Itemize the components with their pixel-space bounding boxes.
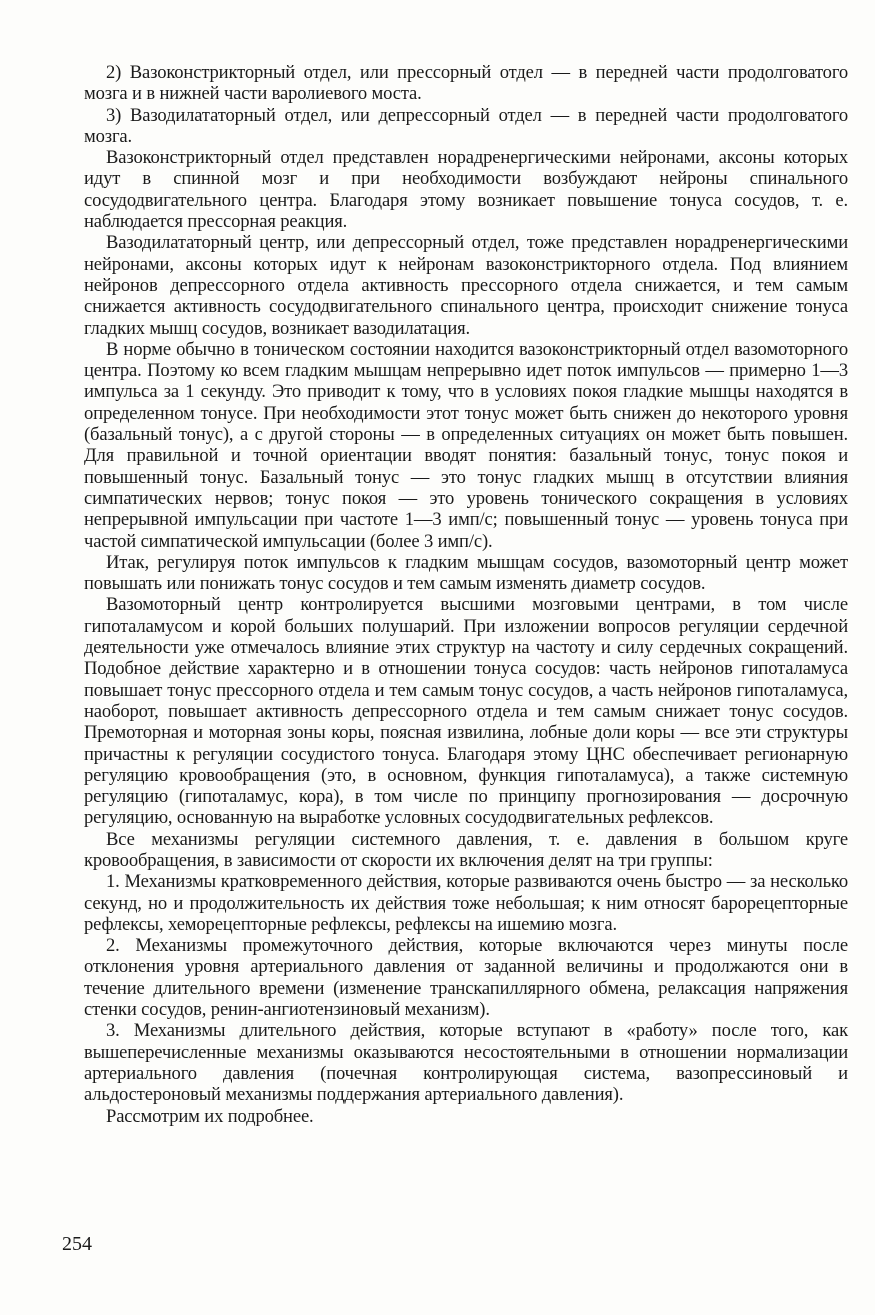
paragraph-depressor-section: 3) Вазодилататорный отдел, или депрессорный отдел — в передней части продолговатого мозга. xyxy=(84,104,848,147)
paragraph-higher-centers: Вазомоторный центр контролируется высшими мозговыми центрами, в том числе гипоталамусом и корой больших полушарий. При изложении вопросов регуляции сердечной деятельности уже отмечалось влияние этих структур на частоту и силу сердечных сокращений. Подобное действие характерно и в отношении тонуса сосудов: часть нейронов гипоталамуса повышает тонус прессорного отдела и тем самым тонус сосудов, а часть нейронов гипоталамуса, наоборот, повышает активность депрессорного отдела и тем самым снижает тонус сосудов. Премоторная и моторная зоны коры, поясная извилина, лобные доли коры — все эти структуры причастны к регуляции сосудистого тонуса. Благодаря этому ЦНС обеспечивает регионарную регуляцию кровообращения (это, в основном, функция гипоталамуса), а также системную регуляцию (гипоталамус, кора), в том числе по принципу прогнозирования — досрочную регуляцию, основанную на выработке условных сосудодвигательных рефлексов. xyxy=(84,594,848,829)
paragraph-tonic-state: В норме обычно в тоническом состоянии находится вазоконстрикторный отдел вазомоторного центра. Поэтому ко всем гладким мышцам непрерывно идет поток импульсов — примерно 1—3 импульса за 1 секунду. Это приводит к тому, что в условиях покоя гладкие мышцы находятся в определенном тонусе. При необходимости этот тонус может быть снижен до некоторого уровня (базальный тонус), а с другой стороны — в определенных ситуациях он может быть повышен. Для правильной и точной ориентации вводят понятия: базальный тонус, тонус покоя и повышенный тонус. Базальный тонус — это тонус гладких мышц в отсутствии влияния симпатических нервов; тонус покоя — это уровень тонического сокращения в условиях непрерывной импульсации при частоте 1—3 имп/с; повышенный тонус — уровень тонуса при частой симпатической импульсации (более 3 имп/с). xyxy=(84,338,848,552)
page-body-text xyxy=(84,62,848,1127)
paragraph-vasoconstrictor-description: Вазоконстрикторный отдел представлен норадренергическими нейронами, аксоны которых идут в спинной мозг и при необходимости возбуждают нейроны спинального сосудодвигательного центра. Благодаря этому возникает повышение тонуса сосудов, т. е. наблюдается прессорная реакция. xyxy=(84,147,848,233)
paragraph-closing: Рассмотрим их подробнее. xyxy=(106,1105,314,1127)
list-item-intermediate: 2. Механизмы промежуточного действия, которые включаются через минуты после отклонения уровня артериального давления от заданной величины и продолжаются они в течение длительного времени (изменение транскапиллярного обмена, релаксация напряжения стенки сосудов, ренин-ангиотензиновый механизм). xyxy=(84,935,848,1021)
paragraph-pressor-section: 2) Вазоконстрикторный отдел, или прессорный отдел — в передней части продолговатого мозга и в нижней части варолиевого моста. xyxy=(84,62,848,105)
list-item-short-term: 1. Механизмы кратковременного действия, которые развиваются очень быстро — за несколько секунд, но и продолжительность их действия тоже небольшая; к ним относят барорецепторные рефлексы, хеморецепторные рефлексы, рефлексы на ишемию мозга. xyxy=(84,871,848,935)
page-number: 254 xyxy=(62,1233,92,1255)
list-item-long-term: 3. Механизмы длительного действия, которые вступают в «работу» после того, как вышеперечисленные механизмы оказываются несостоятельными в отношении нормализации артериального давления (почечная контролирующая система, вазопрессиновый и альдостероновый механизмы поддержания артериального давления). xyxy=(84,1020,848,1106)
paragraph-vasodilator-description: Вазодилататорный центр, или депрессорный отдел, тоже представлен норадренергическими нейронами, аксоны которых идут к нейронам вазоконстрикторного отдела. Под влиянием нейронов депрессорного отдела активность прессорного отдела снижается, и тем самым снижается активность сосудодвигательного спинального центра, происходит снижение тонуса гладких мышц сосудов, возникает вазодилатация. xyxy=(84,232,848,339)
paragraph-summary: Итак, регулируя поток импульсов к гладким мышцам сосудов, вазомоторный центр может повышать или понижать тонус сосудов и тем самым изменять диаметр сосудов. xyxy=(84,551,848,595)
paragraph-mechanism-groups: Все механизмы регуляции системного давления, т. е. давления в большом круге кровообращения, в зависимости от скорости их включения делят на три группы: xyxy=(84,828,848,871)
